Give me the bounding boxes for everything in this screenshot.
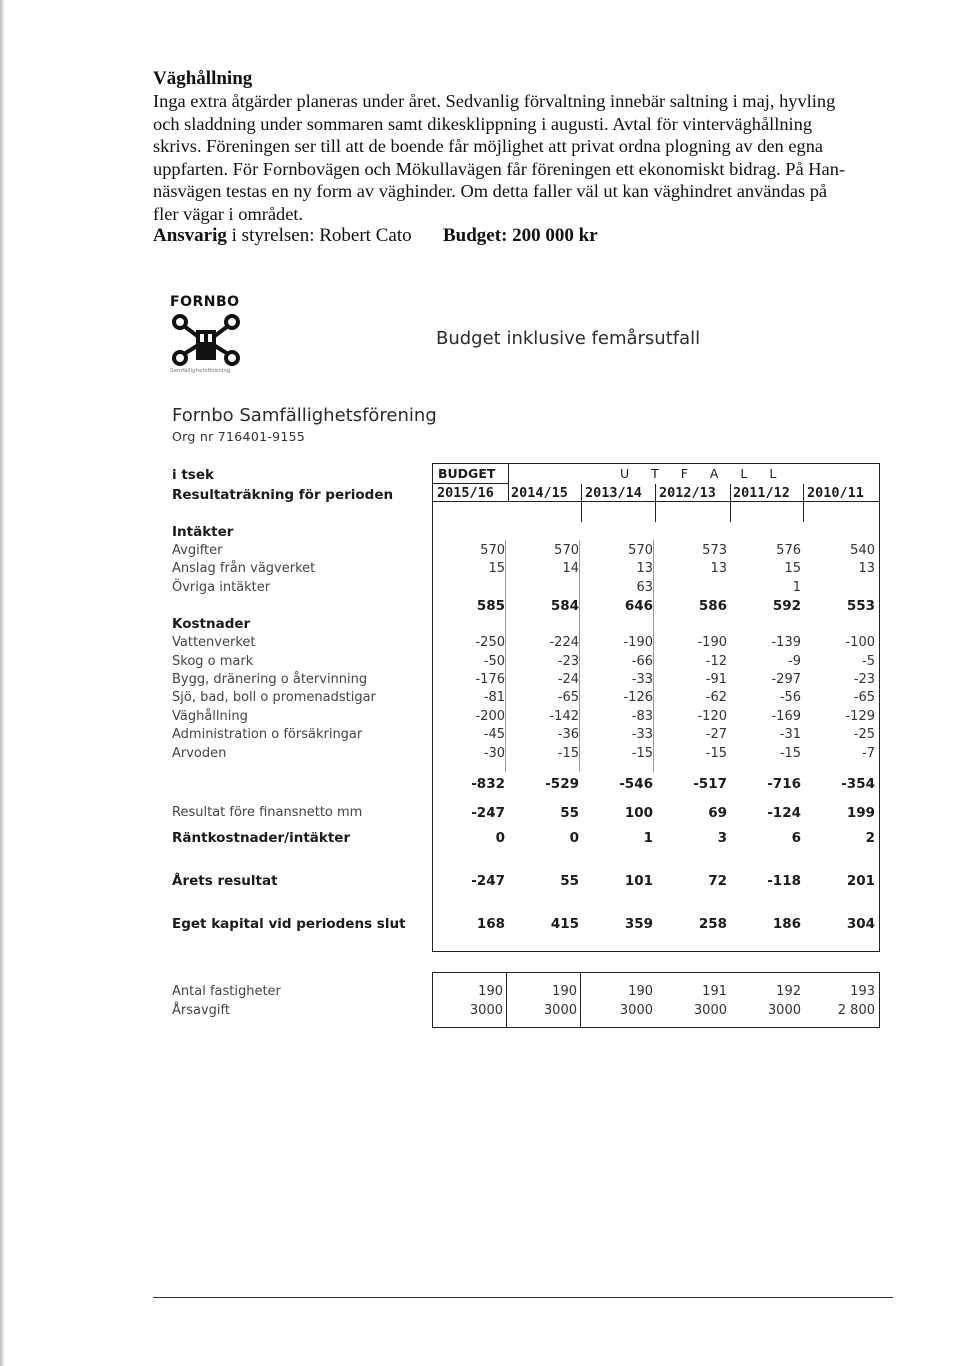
table-cell: 1 <box>792 580 801 595</box>
body-line: fler vägar i området. <box>153 203 304 224</box>
table-cell: -169 <box>771 709 801 724</box>
table-cell: 201 <box>846 873 875 889</box>
table-cell: -15 <box>557 746 579 761</box>
column-divider <box>581 484 582 522</box>
table-cell: 15 <box>784 561 801 576</box>
row-label: Årets resultat <box>172 873 278 889</box>
cost-heading: Kostnader <box>172 616 251 632</box>
table-cell: 13 <box>636 561 653 576</box>
table-cell: 193 <box>850 984 875 999</box>
table-cell: -142 <box>549 709 579 724</box>
table-cell: -45 <box>483 727 505 742</box>
row-label: Skog o mark <box>172 654 254 669</box>
table-cell: -65 <box>557 690 579 705</box>
property-table <box>432 972 880 1028</box>
row-label: Räntkostnader/intäkter <box>172 830 351 846</box>
year-header: 2011/12 <box>733 485 790 501</box>
table-cell: -23 <box>853 672 875 687</box>
table-cell: -7 <box>862 746 875 761</box>
table-cell: 101 <box>624 873 653 889</box>
table-cell: 63 <box>636 580 653 595</box>
table-cell: -62 <box>705 690 727 705</box>
cell-border <box>505 540 506 772</box>
table-cell: -126 <box>623 690 653 705</box>
cell-border <box>579 540 580 772</box>
table-cell: 3000 <box>469 1003 503 1018</box>
column-divider <box>803 484 804 522</box>
table-cell: -247 <box>471 805 505 821</box>
column-divider <box>508 463 509 501</box>
org-number: Org nr 716401-9155 <box>172 429 306 444</box>
table-cell: 3000 <box>543 1003 577 1018</box>
table-cell: -297 <box>771 672 801 687</box>
table-cell: -50 <box>483 654 505 669</box>
table-cell: 190 <box>628 984 653 999</box>
table-top-border <box>432 463 879 464</box>
table-cell: 191 <box>702 984 727 999</box>
row-label: Anslag från vägverket <box>172 561 316 576</box>
responsible-text: i styrelsen: Robert Cato <box>226 225 412 246</box>
column-divider <box>506 972 507 1028</box>
table-cell: 14 <box>562 561 579 576</box>
year-header: 2012/13 <box>659 485 716 501</box>
table-cell: 2 <box>865 830 875 846</box>
income-total-cell: 585 <box>476 598 505 614</box>
table-cell: 258 <box>698 916 727 932</box>
responsible-line <box>153 225 412 247</box>
period-label: Resultaträkning för perioden <box>172 487 394 503</box>
logo-icon <box>170 312 242 373</box>
table-cell: -129 <box>845 709 875 724</box>
row-label: Årsavgift <box>172 1003 230 1018</box>
table-cell: 3000 <box>693 1003 727 1018</box>
table-cell: 0 <box>569 830 579 846</box>
column-divider <box>655 484 656 522</box>
table-cell: 540 <box>850 543 875 558</box>
table-cell: -100 <box>845 635 875 650</box>
table-cell: 3000 <box>619 1003 653 1018</box>
table-cell: 15 <box>488 561 505 576</box>
cell-border <box>653 540 654 772</box>
row-label: Arvoden <box>172 746 227 761</box>
table-cell: 304 <box>846 916 875 932</box>
income-total-cell: 584 <box>550 598 579 614</box>
table-cell: -65 <box>853 690 875 705</box>
table-cell: 570 <box>480 543 505 558</box>
income-total-cell: 586 <box>698 598 727 614</box>
table-cell: -190 <box>623 635 653 650</box>
row-label: Vattenverket <box>172 635 256 650</box>
column-divider <box>730 484 731 522</box>
income-total-cell: 553 <box>846 598 875 614</box>
table-cell: 190 <box>552 984 577 999</box>
row-label: Övriga intäkter <box>172 580 271 595</box>
table-cell: -15 <box>779 746 801 761</box>
cost-total-cell: -354 <box>841 776 875 792</box>
table-cell: -66 <box>631 654 653 669</box>
table-cell: 13 <box>710 561 727 576</box>
section-heading: Väghållning <box>153 68 253 89</box>
org-name: Fornbo Samfällighetsförening <box>172 405 437 426</box>
row-label: Avgifter <box>172 543 223 558</box>
table-cell: -118 <box>767 873 801 889</box>
table-cell: -139 <box>771 635 801 650</box>
row-label: Administration o försäkringar <box>172 727 363 742</box>
table-cell: -12 <box>705 654 727 669</box>
table-cell: -247 <box>471 873 505 889</box>
section-body <box>153 90 893 226</box>
column-divider <box>580 972 581 1028</box>
table-cell: -81 <box>483 690 505 705</box>
row-label: Eget kapital vid periodens slut <box>172 916 406 932</box>
body-line: och sladdning under sommaren samt dikesklippning i augusti. Avtal för vinterväghållning <box>153 113 813 134</box>
table-cell: -23 <box>557 654 579 669</box>
income-total-cell: 592 <box>772 598 801 614</box>
table-cell: 6 <box>791 830 801 846</box>
cost-total-cell: -546 <box>619 776 653 792</box>
table-cell: -91 <box>705 672 727 687</box>
table-cell: 576 <box>776 543 801 558</box>
table-cell: 72 <box>708 873 727 889</box>
cost-total-cell: -716 <box>767 776 801 792</box>
table-cell: -15 <box>631 746 653 761</box>
footer-rule <box>153 1297 893 1298</box>
row-label: Sjö, bad, boll o promenadstigar <box>172 690 376 705</box>
table-cell: -56 <box>779 690 801 705</box>
year-header: 2015/16 <box>437 485 494 501</box>
table-cell: 2 800 <box>837 1003 875 1018</box>
table-cell: 1 <box>643 830 653 846</box>
budget-header: BUDGET <box>438 466 496 481</box>
table-cell: -27 <box>705 727 727 742</box>
table-cell: -190 <box>697 635 727 650</box>
table-cell: 100 <box>624 805 653 821</box>
table-cell: -24 <box>557 672 579 687</box>
table-cell: -30 <box>483 746 505 761</box>
table-cell: 0 <box>495 830 505 846</box>
table-cell: 55 <box>560 805 579 821</box>
report-title: Budget inklusive femårsutfall <box>436 328 701 349</box>
table-cell: 190 <box>478 984 503 999</box>
table-cell: 570 <box>554 543 579 558</box>
responsible-label: Ansvarig <box>153 225 227 246</box>
table-cell: -224 <box>549 635 579 650</box>
row-label: Väghållning <box>172 709 248 724</box>
table-cell: 570 <box>628 543 653 558</box>
page-edge-shadow <box>0 0 5 1366</box>
table-cell: 186 <box>772 916 801 932</box>
table-cell: 13 <box>858 561 875 576</box>
table-cell: -176 <box>475 672 505 687</box>
cost-total-cell: -529 <box>545 776 579 792</box>
income-heading: Intäkter <box>172 524 234 540</box>
logo-name: FORNBO <box>170 294 240 310</box>
body-line: Inga extra åtgärder planeras under året. Sedvanlig förvaltning innebär saltning i maj, hyvling <box>153 91 836 111</box>
year-header: 2013/14 <box>585 485 642 501</box>
table-cell: 3 <box>717 830 727 846</box>
table-cell: -124 <box>767 805 801 821</box>
table-cell: -200 <box>475 709 505 724</box>
table-cell: 55 <box>560 873 579 889</box>
table-cell: 573 <box>702 543 727 558</box>
table-cell: -9 <box>788 654 801 669</box>
table-cell: -33 <box>631 672 653 687</box>
year-header: 2014/15 <box>511 485 568 501</box>
row-label: Resultat före finansnetto mm <box>172 805 363 820</box>
row-label: Bygg, dränering o återvinning <box>172 672 368 687</box>
cost-total-cell: -832 <box>471 776 505 792</box>
table-cell: -120 <box>697 709 727 724</box>
budget-amount: Budget: 200 000 kr <box>443 225 598 246</box>
table-cell: -250 <box>475 635 505 650</box>
income-total-cell: 646 <box>624 598 653 614</box>
table-cell: 3000 <box>767 1003 801 1018</box>
table-cell: -5 <box>862 654 875 669</box>
table-cell: 415 <box>550 916 579 932</box>
table-cell: 192 <box>776 984 801 999</box>
unit-label: i tsek <box>172 467 214 483</box>
cost-total-cell: -517 <box>693 776 727 792</box>
table-cell: -36 <box>557 727 579 742</box>
year-header: 2010/11 <box>807 485 864 501</box>
table-cell: 199 <box>846 805 875 821</box>
logo-subtitle: Samfällighetsförening <box>170 368 231 374</box>
body-line: uppfarten. För Fornbovägen och Mökullavägen får föreningen ett ekonomiskt bidrag. På Han- <box>153 158 846 179</box>
table-cell: 359 <box>624 916 653 932</box>
table-cell: -31 <box>779 727 801 742</box>
table-cell: -25 <box>853 727 875 742</box>
body-line: skrivs. Föreningen ser till att de boende får möjlighet att privat ordna plogning av den egna <box>153 136 824 157</box>
row-label: Antal fastigheter <box>172 984 281 999</box>
table-cell: -15 <box>705 746 727 761</box>
table-cell: -33 <box>631 727 653 742</box>
table-cell: -83 <box>631 709 653 724</box>
table-cell: 168 <box>476 916 505 932</box>
table-cell: 69 <box>708 805 727 821</box>
outcome-header: U T F A L L <box>620 466 777 481</box>
body-line: näsvägen testas en ny form av väghinder. Om detta faller väl ut kan väghindret användas på <box>153 181 828 202</box>
